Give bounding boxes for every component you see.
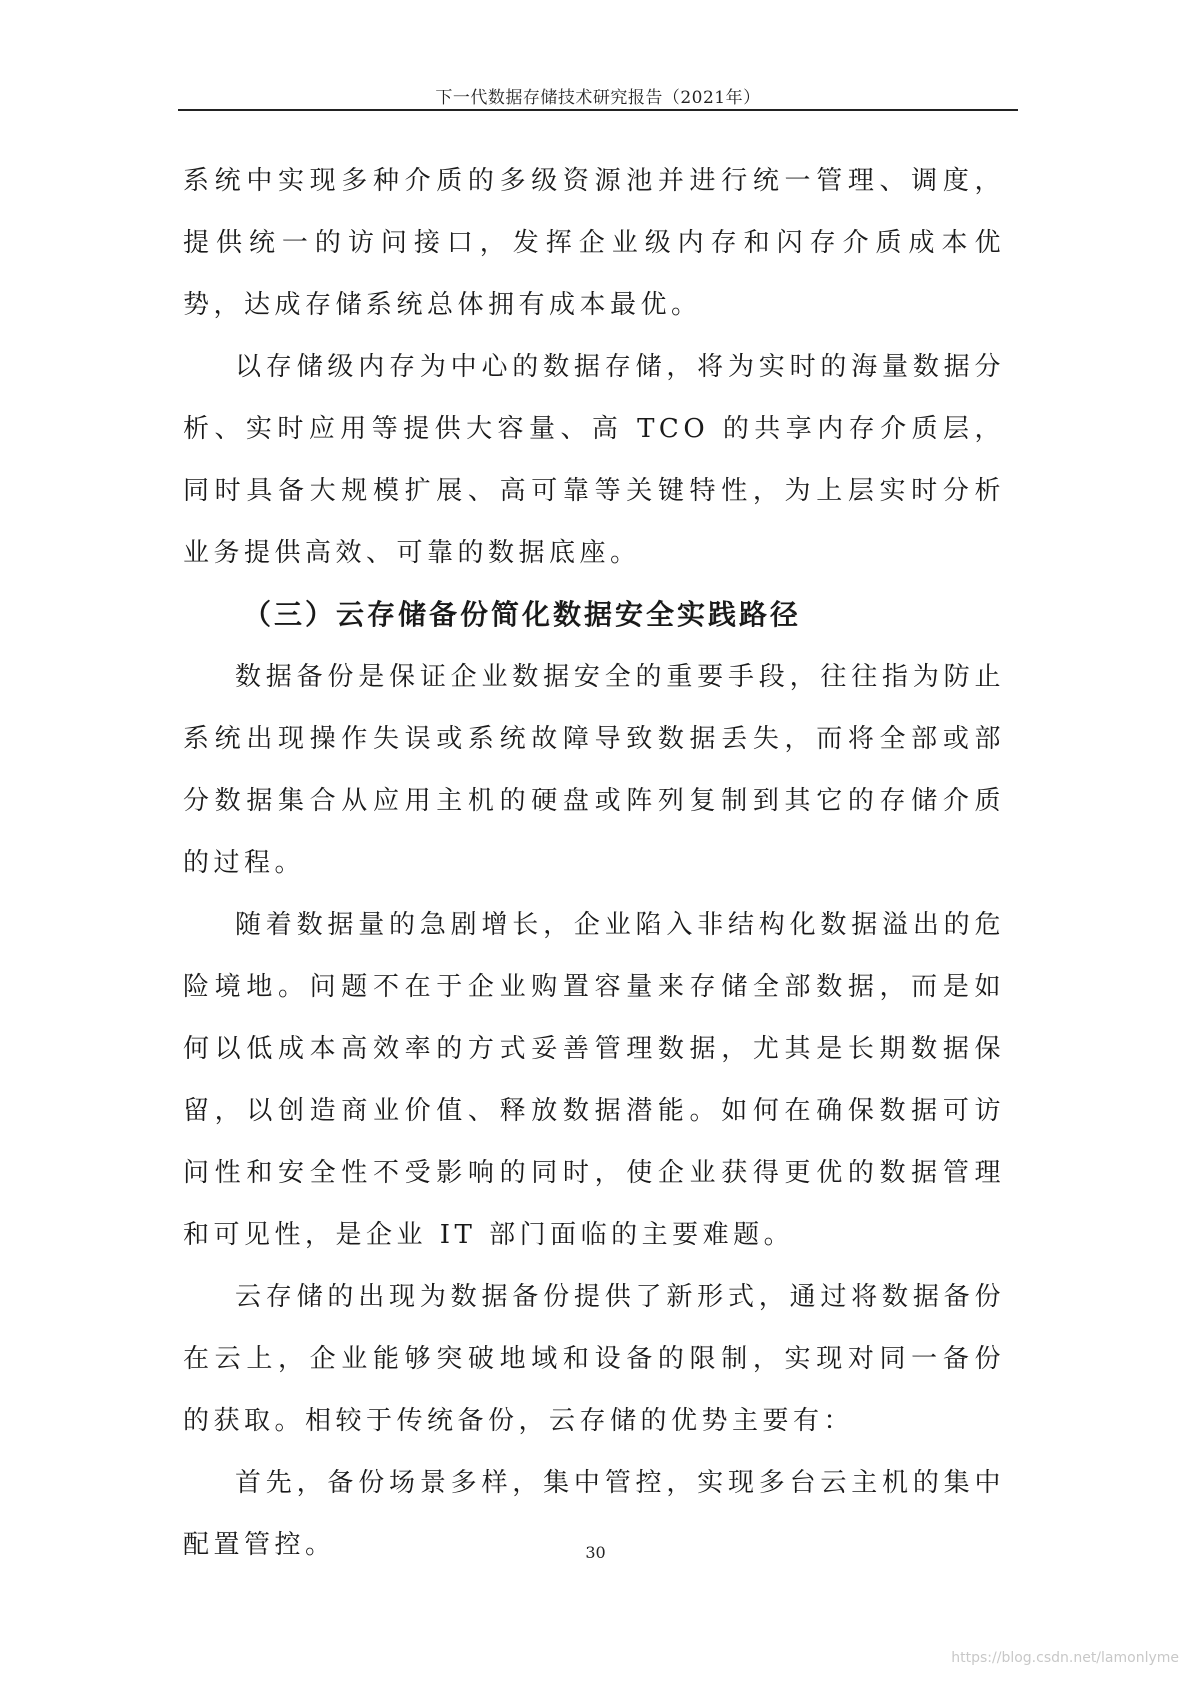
page-body xyxy=(183,150,1005,1576)
paragraph-6: 首先，备份场景多样，集中管控，实现多台云主机的集中配置管控。 xyxy=(183,1468,1005,1560)
page-header-title: 下一代数据存储技术研究报告（2021年） xyxy=(435,88,761,108)
paragraph-3: 数据备份是保证企业数据安全的重要手段，往往指为防止系统出现操作失误或系统故障导致数据丢失，而将全部或部分数据集合从应用主机的硬盘或阵列复制到其它的存储介质的过程。 xyxy=(183,662,1005,878)
page-number: 30 xyxy=(585,1543,606,1562)
watermark: https://blog.csdn.net/lamonlyme xyxy=(951,1650,1179,1666)
paragraph-2: 以存储级内存为中心的数据存储，将为实时的海量数据分析、实时应用等提供大容量、高 TCO 的共享内存介质层，同时具备大规模扩展、高可靠等关键特性，为上层实时分析业务提供高效、可靠的数据底座。 xyxy=(183,352,1005,568)
paragraph-5: 云存储的出现为数据备份提供了新形式，通过将数据备份在云上，企业能够突破地域和设备的限制，实现对同一备份的获取。相较于传统备份，云存储的优势主要有： xyxy=(183,1282,1005,1436)
paragraph-4: 随着数据量的急剧增长，企业陷入非结构化数据溢出的危险境地。问题不在于企业购置容量来存储全部数据，而是如何以低成本高效率的方式妥善管理数据，尤其是长期数据保留，以创造商业价值、释放数据潜能。如何在确保数据可访问性和安全性不受影响的同时，使企业获得更优的数据管理和可见性，是企业 IT 部门面临的主要难题。 xyxy=(183,910,1005,1250)
section-heading: （三）云存储备份简化数据安全实践路径 xyxy=(243,598,802,631)
paragraph-1: 系统中实现多种介质的多级资源池并进行统一管理、调度，提供统一的访问接口，发挥企业级内存和闪存介质成本优势，达成存储系统总体拥有成本最优。 xyxy=(183,166,1005,320)
header-rule xyxy=(178,109,1018,111)
